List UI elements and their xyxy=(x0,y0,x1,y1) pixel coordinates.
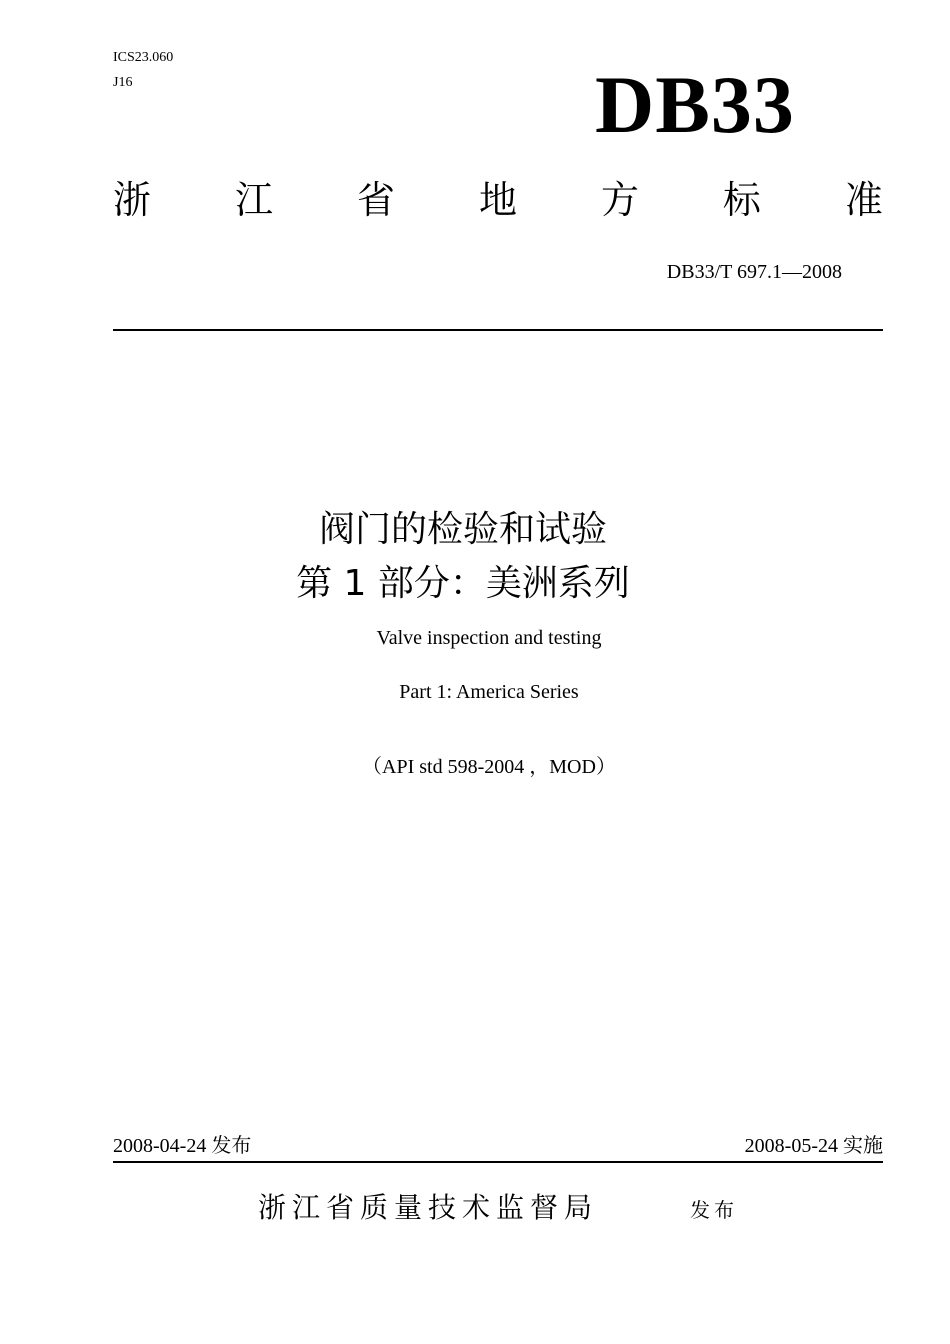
db33-logo: DB33 xyxy=(595,59,795,150)
bottom-divider xyxy=(113,1161,883,1163)
ccs-code: J16 xyxy=(113,75,133,90)
issuer-name: 浙江省质量技术监督局 xyxy=(258,1191,599,1224)
standard-code: DB33/T 697.1—2008 xyxy=(666,261,842,283)
top-divider xyxy=(113,329,883,331)
title-cn-line1: 阀门的检验和试验 xyxy=(318,509,607,550)
standard-type-char: 省 xyxy=(356,178,395,222)
standard-type-char: 江 xyxy=(234,178,273,222)
implementation-date: 2008-05-24 实施 xyxy=(744,1135,883,1157)
adoption-note: （API std 598-2004 ，MOD） xyxy=(362,756,616,778)
issue-date: 2008-04-24 发布 xyxy=(113,1135,252,1157)
standard-type-char: 地 xyxy=(478,178,517,222)
standard-type-char: 准 xyxy=(844,178,883,222)
title-en-line2: Part 1: America Series xyxy=(399,681,579,703)
standard-type-heading xyxy=(113,175,883,225)
issuer-suffix: 发布 xyxy=(690,1198,738,1222)
title-cn-line2: 第 1 部分：美洲系列 xyxy=(296,563,630,604)
title-en-line1: Valve inspection and testing xyxy=(376,627,602,649)
standard-type-char: 浙 xyxy=(113,178,152,222)
ics-code: ICS23.060 xyxy=(113,50,174,65)
standard-type-char: 标 xyxy=(722,178,761,222)
standard-type-char: 方 xyxy=(600,178,639,222)
